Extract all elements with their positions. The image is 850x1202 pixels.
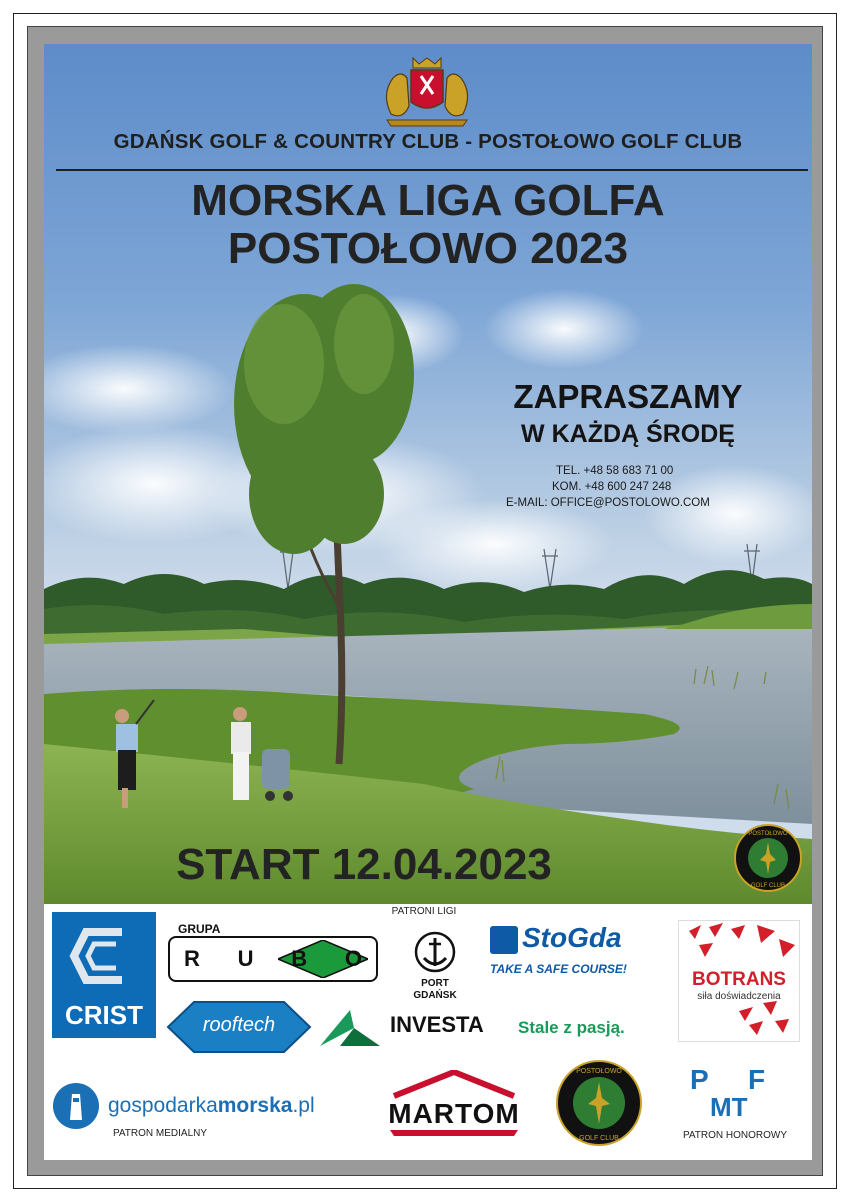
stogda-icon	[490, 926, 518, 954]
investa-icon	[320, 1010, 380, 1048]
investa-text: INVESTA	[390, 1012, 484, 1037]
invite-subline: W KAŻDĄ ŚRODĘ	[521, 420, 735, 448]
badge-top-text: POSTOŁOWO	[748, 831, 788, 837]
lighthouse-icon	[52, 1082, 100, 1130]
contact-email: E-MAIL: OFFICE@POSTOLOWO.COM	[506, 497, 710, 509]
header-divider	[56, 169, 808, 171]
event-title-line2: POSTOŁOWO 2023	[227, 224, 629, 273]
event-title	[44, 177, 812, 273]
botrans-logo	[678, 920, 800, 1042]
martom-logo	[364, 1070, 544, 1140]
stogda-text: StoGda	[522, 922, 622, 953]
martom-text: MARTOM	[388, 1098, 520, 1129]
crist-text: CRIST	[65, 1000, 143, 1030]
rooftech-logo	[164, 1000, 314, 1054]
pfmt-f: F	[748, 1064, 766, 1095]
pfmt-p: P	[690, 1064, 709, 1095]
rubo-letter-b: B	[291, 946, 310, 971]
port-text-2: GDAŃSK	[413, 990, 457, 1001]
port-gdansk-logo	[404, 930, 466, 1010]
postolowo-badge-bottom	[556, 1060, 642, 1146]
patron-honorowy-label: PATRON HONOROWY	[682, 1130, 788, 1141]
rubo-letter-r: R	[184, 946, 202, 971]
anchor-icon	[404, 930, 466, 978]
postolowo-badge	[734, 824, 802, 892]
contact-tel: TEL. +48 58 683 71 00	[556, 465, 674, 477]
pfmt-logo	[684, 1064, 794, 1124]
badge-bottom-top-text: POSTOŁOWO	[576, 1068, 622, 1075]
event-title-line1: MORSKA LIGA GOLFA	[191, 176, 665, 225]
contact-kom: KOM. +48 600 247 248	[552, 481, 672, 493]
stogda-tagline: TAKE A SAFE COURSE!	[490, 962, 627, 976]
stale-text: Stale z pasją.	[518, 1018, 625, 1037]
sponsor-panel	[44, 904, 812, 1160]
club-names-header: GDAŃSK GOLF & COUNTRY CLUB - POSTOŁOWO GOLF CLUB	[113, 130, 743, 153]
rubo-letter-o: O	[344, 946, 364, 971]
invite-headline: ZAPRASZAMY	[513, 378, 743, 415]
gospodarka-text-c: .pl	[292, 1094, 315, 1117]
poster-text-layer	[44, 44, 812, 904]
patron-medialny-label: PATRON MEDIALNY	[112, 1128, 208, 1139]
pfmt-mt: MT	[710, 1092, 748, 1122]
botrans-text: BOTRANS	[692, 969, 786, 990]
crest-icon	[377, 54, 477, 130]
crist-emblem-icon	[52, 912, 156, 1002]
start-date: START 12.04.2023	[176, 840, 552, 889]
gospodarka-text-a: gospodarka	[108, 1094, 218, 1117]
rubo-logo	[168, 922, 378, 986]
patrons-label: PATRONI LIGI	[391, 906, 457, 917]
crist-logo	[52, 912, 156, 1038]
botrans-tagline: siła doświadczenia	[697, 991, 781, 1002]
rooftech-text: rooftech	[202, 1014, 276, 1036]
rubo-letter-u: U	[237, 946, 256, 971]
rubo-group-text: GRUPA	[178, 922, 221, 936]
port-text-1: PORT	[421, 978, 449, 989]
badge-bottom-bottom-text: GOLF CLUB	[579, 1135, 619, 1142]
gospodarka-text-b: morska	[217, 1094, 293, 1117]
badge-bottom-text: GOLF CLUB	[750, 883, 786, 889]
stogda-logo	[490, 924, 650, 984]
